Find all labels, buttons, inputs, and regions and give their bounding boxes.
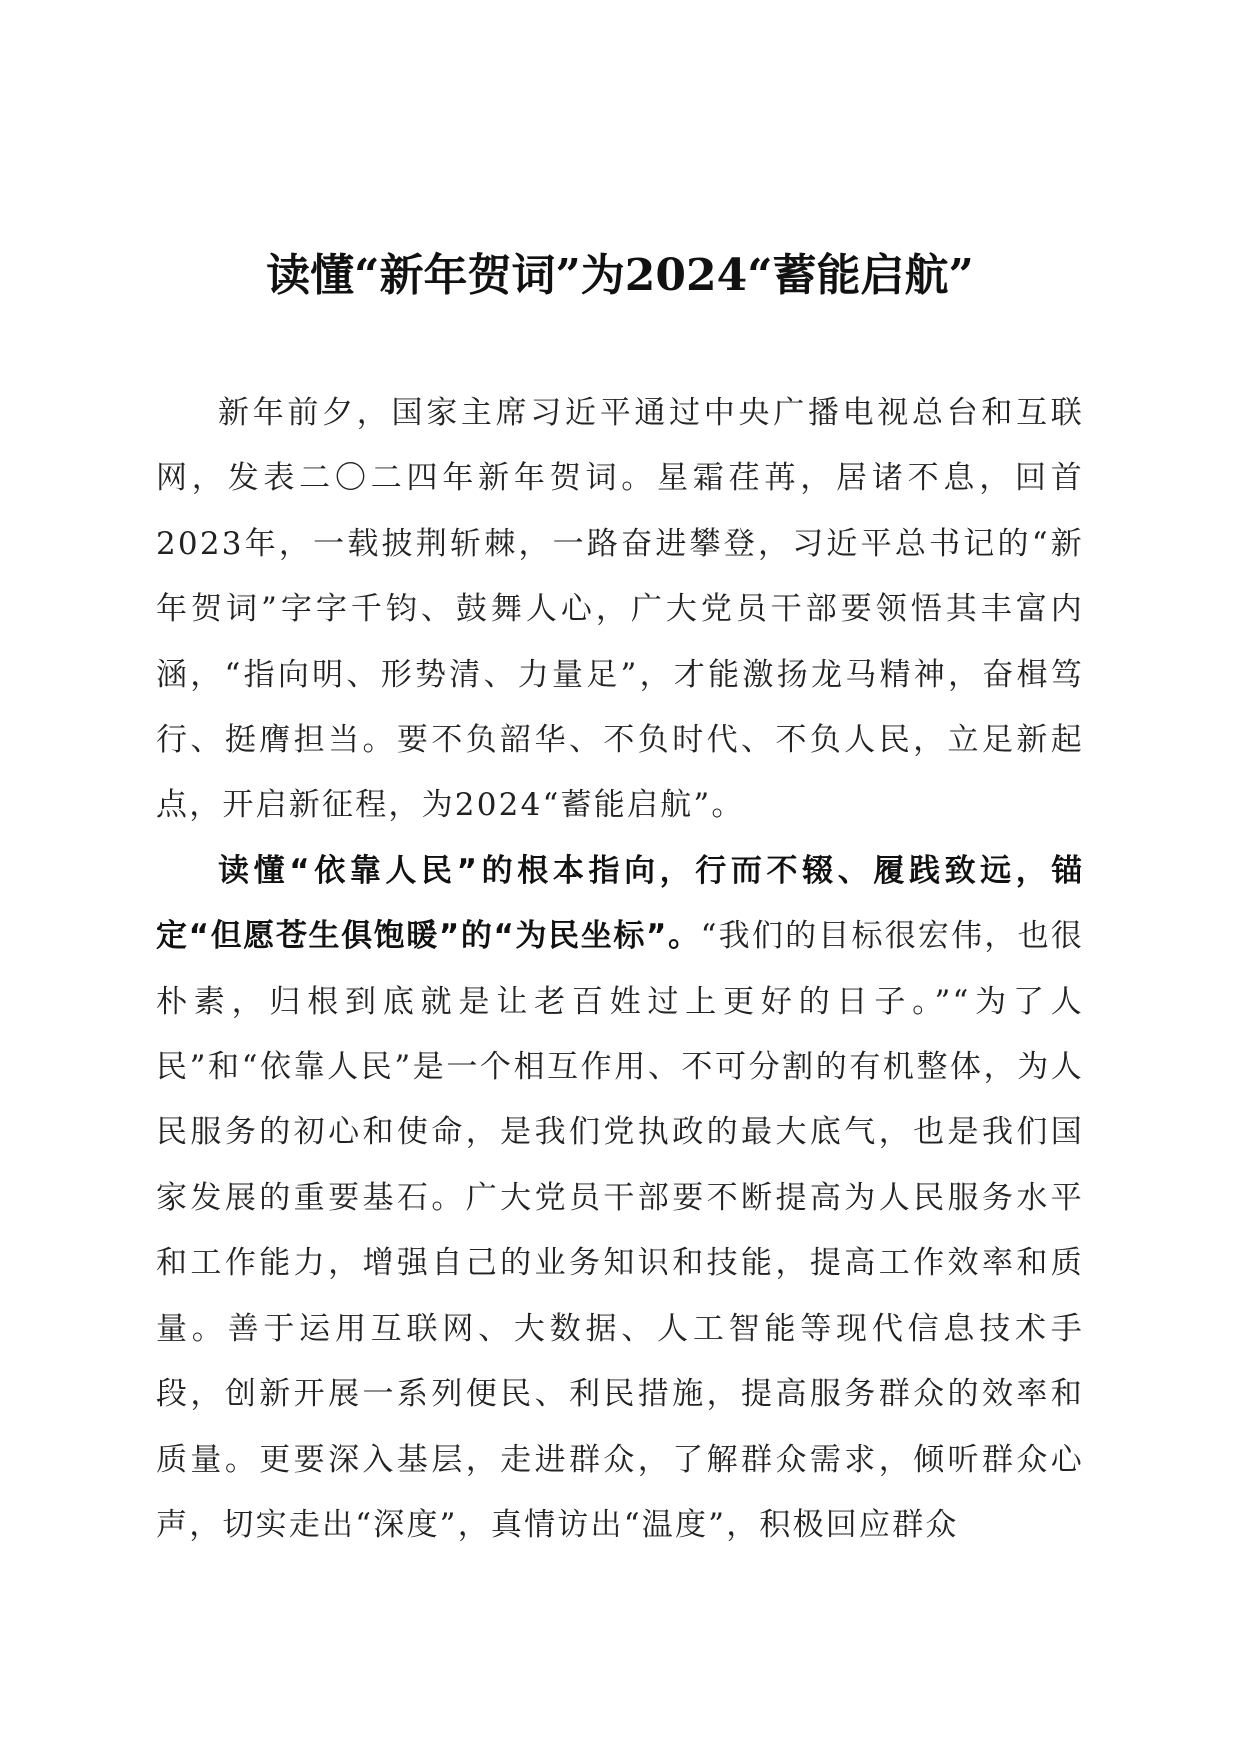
paragraph-people (156, 839, 1084, 1558)
document-title: 读懂“新年贺词”为2024“蓄能启航” (266, 250, 974, 301)
document-body (156, 381, 1084, 1558)
paragraph-intro: 新年前夕，国家主席习近平通过中央广播电视总台和互联网，发表二〇二四年新年贺词。星霜荏苒，居诸不息，回首2023年，一载披荆斩棘，一路奋进攀登，习近平总书记的“新年贺词”字字千钧、鼓舞人心，广大党员干部要领悟其丰富内涵，“指向明、形势清、力量足”，才能激扬龙马精神，奋楫笃行、挺膺担当。要不负韶华、不负时代、不负人民，立足新起点，开启新征程，为2024“蓄能启航”。 (156, 395, 1084, 824)
paragraph-body-text: “我们的目标很宏伟，也很朴素，归根到底就是让老百姓过上更好的日子。”“为了人民”和“依靠人民”是一个相互作用、不可分割的有机整体，为人民服务的初心和使命，是我们党执政的最大底气，也是我们国家发展的重要基石。广大党员干部要不断提高为人民服务水平和工作能力，增强自己的业务知识和技能，提高工作效率和质量。善于运用互联网、大数据、人工智能等现代信息技术手段，创新开展一系列便民、利民措施，提高服务群众的效率和质量。更要深入基层，走进群众，了解群众需求，倾听群众心声，切实走出“深度”，真情访出“温度”，积极回应群众 (156, 918, 1084, 1543)
paragraph-lead-sentence: 读懂“依靠人民”的根本指向，行而不辍、履践致远，锚定“但愿苍生俱饱暖”的“为民坐标”。 (156, 852, 1084, 955)
